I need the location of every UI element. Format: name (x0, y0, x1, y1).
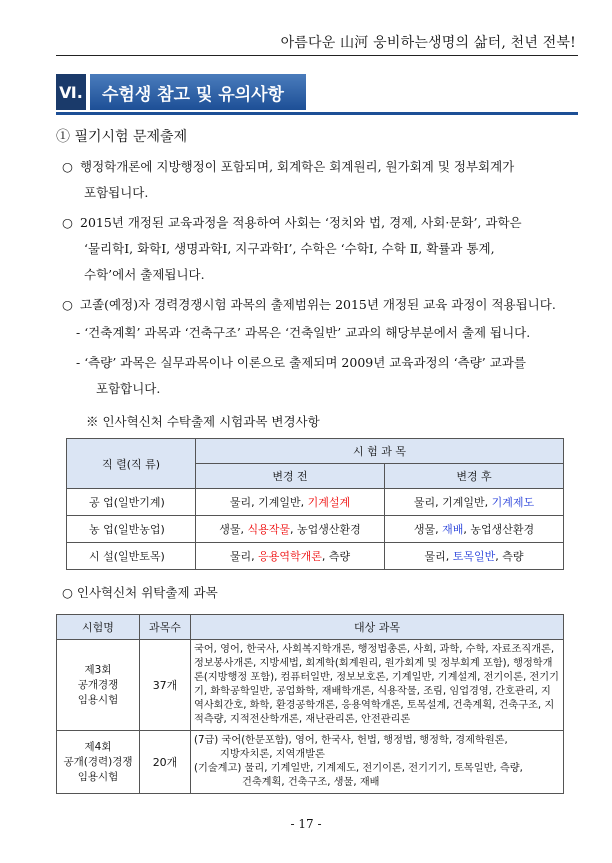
page-header-title: 아름다운 山河 웅비하는생명의 삶터, 천년 전북! (280, 35, 576, 51)
bullet-3: ○ 고졸(예정)자 경력경쟁시험 과목의 출제범위는 2015년 개정된 교육 과정이 적용됩니다. (62, 297, 556, 312)
th-count: 과목수 (140, 615, 191, 640)
bullet-2-line-3: 수학’에서 출제됩니다. (84, 267, 205, 282)
entrusted-subject-table (56, 614, 564, 794)
table-row: 시 설(일반토목) 물리, 응용역학개론, 측량 물리, 토목일반, 측량 (67, 543, 564, 570)
bullet-2-line-1: ○ 2015년 개정된 교육과정을 적용하여 사회는 ‘정치와 법, 경제, 사회·문화’, 과학은 (62, 215, 522, 230)
th-after: 변경 후 (385, 464, 564, 489)
page-number: - 17 - (290, 817, 322, 831)
table-row: 제3회 공개경쟁 임용시험 37개 국어, 영어, 한국사, 사회복지학개론, 행정법총론, 사회, 과학, 수학, 자료조직개론, 정보봉사개론, 지방세법, 회계학(회계원리, 원가회계 및 정부회계 포함), 행정학개론(지방행정 포함), 컴퓨터일반, 정보보호론, 기계일반, 기계설계, 전기이론, 전기기기, 화학공학일반, 공업화학, 재배학개론, 식용작물, 조림, 임업경영, 간호관리, 지역사회간호, 화학, 환경공학개론, 응용역학개론, 토목설계, 건축계획, 건축구조, 지적측량, 지적전산학개론, 재난관리론, 안전관리론 (57, 640, 564, 731)
table-row: 공 업(일반기계) 물리, 기계일반, 기계설계 물리, 기계일반, 기계제도 (67, 489, 564, 516)
th-exam: 시험명 (57, 615, 140, 640)
bullet-2-line-2: ‘물리학Ⅰ, 화학Ⅰ, 생명과학Ⅰ, 지구과학Ⅰ’, 수학은 ‘수학Ⅰ, 수학 Ⅱ, 확률과 통계, (84, 241, 495, 256)
dash-2-line-2: 포함합니다. (96, 381, 161, 396)
bullet-1-line-2: 포함됩니다. (84, 185, 149, 200)
bullet-1-line-1: ○ 행정학개론에 지방행정이 포함되며, 회계학은 회계원리, 원가회계 및 정부회계가 (62, 159, 515, 174)
header-divider (56, 55, 578, 56)
th-target-subjects: 대상 과목 (191, 615, 564, 640)
section-title: 수험생 참고 및 유의사항 (90, 74, 306, 110)
section-divider (56, 112, 578, 115)
th-rank: 직 렬(직 류) (67, 439, 196, 489)
entrusted-note: ○ 인사혁신처 위탁출제 과목 (62, 585, 218, 600)
change-note: ※ 인사혁신처 수탁출제 시험과목 변경사항 (86, 414, 320, 429)
section-banner (56, 74, 306, 110)
table-row: 제4회 공개(경력)경쟁 임용시험 20개 (7급) 국어(한문포함), 영어, 한국사, 헌법, 행정법, 행정학, 경제학원론, 지방자치론, 지역개발론 (기술계고) 물리, 기계일반, 기계제도, 전기이론, 전기기기, 토목일반, 측량, 건축계획, 건축구조, 생물, 재배 (57, 731, 564, 794)
subsection-title: ① 필기시험 문제출제 (56, 129, 188, 145)
table-row: 농 업(일반농업) 생물, 식용작물, 농업생산환경 생물, 재배, 농업생산환경 (67, 516, 564, 543)
section-number: Ⅵ. (56, 74, 86, 110)
dash-2-line-1: - ‘측량’ 과목은 실무과목이나 이론으로 출제되며 2009년 교육과정의 ‘측량’ 교과를 (76, 355, 526, 370)
dash-1: - ‘건축계획’ 과목과 ‘건축구조’ 과목은 ‘건축일반’ 교과의 해당부분에서 출제 됩니다. (76, 325, 531, 340)
th-before: 변경 전 (196, 464, 385, 489)
th-subjects: 시 험 과 목 (196, 439, 564, 464)
subject-change-table (66, 438, 564, 570)
